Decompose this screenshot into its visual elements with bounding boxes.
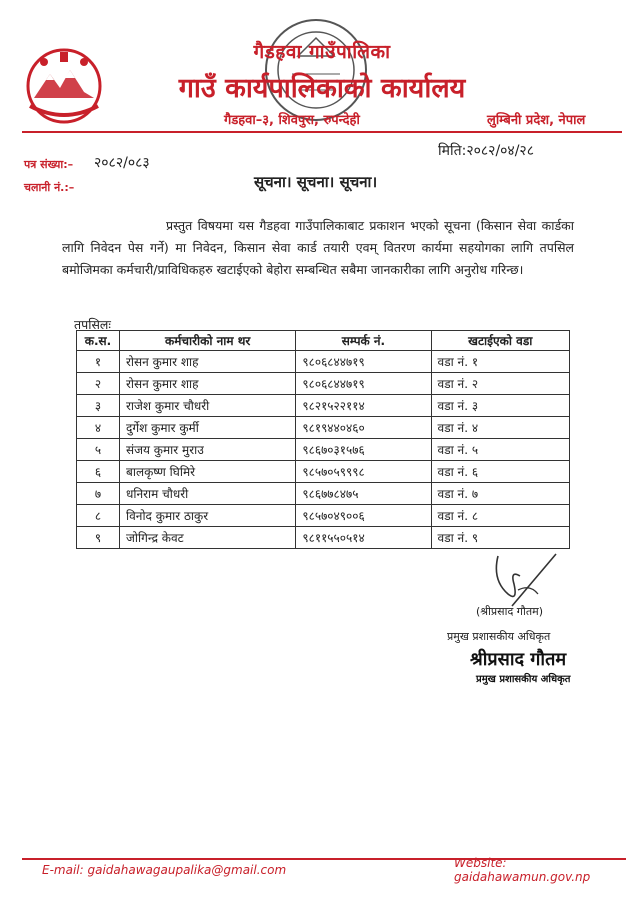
cell-ward: वडा नं. ७ [431,483,569,505]
cell-name: संजय कुमार मुराउ [120,439,296,461]
cell-ward: वडा नं. ३ [431,395,569,417]
cell-ward: वडा नं. ९ [431,527,569,549]
footer-website: Website: gaidahawamun.gov.np [454,856,591,884]
cell-contact: ९८०६८४४७१९ [296,351,431,373]
staff-table [76,330,570,549]
office-address: गैडहवा–३, शिवपुरा, रुपन्देही [224,113,360,128]
footer-email: E-mail: gaidahawagaupalika@gmail.com [42,863,287,877]
table-row [77,417,570,439]
cell-contact: ९८५७०५९९९८ [296,461,431,483]
cell-name: बालकृष्ण घिमिरे [120,461,296,483]
cell-name: दुर्गेश कुमार कुर्मी [120,417,296,439]
cell-contact: ९८११५५०५१४ [296,527,431,549]
cell-name: जोगिन्द्र केवट [120,527,296,549]
signer-post: प्रमुख प्रशासकीय अधिकृत [447,630,551,643]
signer-name: (श्रीप्रसाद गौतम) [476,605,543,618]
col-header-sn: क.स. [77,331,120,351]
cell-name: राजेश कुमार चौधरी [120,395,296,417]
letter-date: मिति:२०८२/०४/२८ [438,143,534,159]
cell-ward: वडा नं. १ [431,351,569,373]
table-row [77,351,570,373]
table-row [77,527,570,549]
cell-ward: वडा नं. ६ [431,461,569,483]
dispatch-number-label: चलानी नं.:– [24,181,75,194]
notice-body: प्रस्तुत विषयमा यस गैडहवा गाउँपालिकाबाट प्रकाशन भएको सूचना (किसान सेवा कार्डका लागि निवेदन पेस गर्ने) मा निवेदन, किसान सेवा कार्ड तयारी एवम् वितरण कार्यमा सहयोगका लागि तपसिल बमोजिमका कर्मचारी/प्राविधिकहरु खटाईएको बेहोरा सम्बन्धित सबैमा जानकारीका लागि अनुरोध गरिन्छ। [62,218,574,277]
signature-icon [488,550,560,608]
cell-sn: २ [77,373,120,395]
cell-sn: ८ [77,505,120,527]
cell-sn: ९ [77,527,120,549]
table-row [77,461,570,483]
table-row [77,373,570,395]
table-row [77,505,570,527]
col-header-contact: सम्पर्क नं. [296,331,431,351]
col-header-ward: खटाईएको वडा [431,331,569,351]
details-label: तपसिलः [74,317,111,332]
cell-contact: ९८१९४४०४६० [296,417,431,439]
notice-title: सूचना। सूचना। सूचना। [254,173,378,191]
cell-ward: वडा नं. ८ [431,505,569,527]
cell-sn: ४ [77,417,120,439]
cell-ward: वडा नं. ४ [431,417,569,439]
header-divider [22,131,622,133]
stamp-name: श्रीप्रसाद गौतम [470,649,567,670]
cell-sn: ५ [77,439,120,461]
cell-sn: ६ [77,461,120,483]
province-label: लुम्बिनी प्रदेश, नेपाल [487,113,586,128]
cell-contact: ९८६७७८४७५ [296,483,431,505]
table-row [77,439,570,461]
cell-sn: ३ [77,395,120,417]
office-title: गाउँ कार्यपालिकाको कार्यालय [178,73,466,104]
cell-sn: ७ [77,483,120,505]
cell-contact: ९८२१५२२११४ [296,395,431,417]
stamp-post: प्रमुख प्रशासकीय अधिकृत [476,674,571,685]
cell-contact: ९८०६८४४७१९ [296,373,431,395]
ref-number-value: २०८२/०८३ [94,155,150,171]
table-header-row [77,331,570,351]
cell-contact: ९८६७०३१५७६ [296,439,431,461]
table-row [77,483,570,505]
cell-ward: वडा नं. ५ [431,439,569,461]
cell-sn: १ [77,351,120,373]
cell-name: रोसन कुमार शाह [120,373,296,395]
cell-name: रोसन कुमार शाह [120,351,296,373]
office-name: गैडहवा गाउँपालिका [253,41,391,63]
cell-name: विनोद कुमार ठाकुर [120,505,296,527]
cell-contact: ९८५७०४९००६ [296,505,431,527]
ref-number-label: पत्र संख्या:– [24,158,74,171]
cell-ward: वडा नं. २ [431,373,569,395]
table-row [77,395,570,417]
cell-name: धनिराम चौधरी [120,483,296,505]
col-header-name: कर्मचारीको नाम थर [120,331,296,351]
